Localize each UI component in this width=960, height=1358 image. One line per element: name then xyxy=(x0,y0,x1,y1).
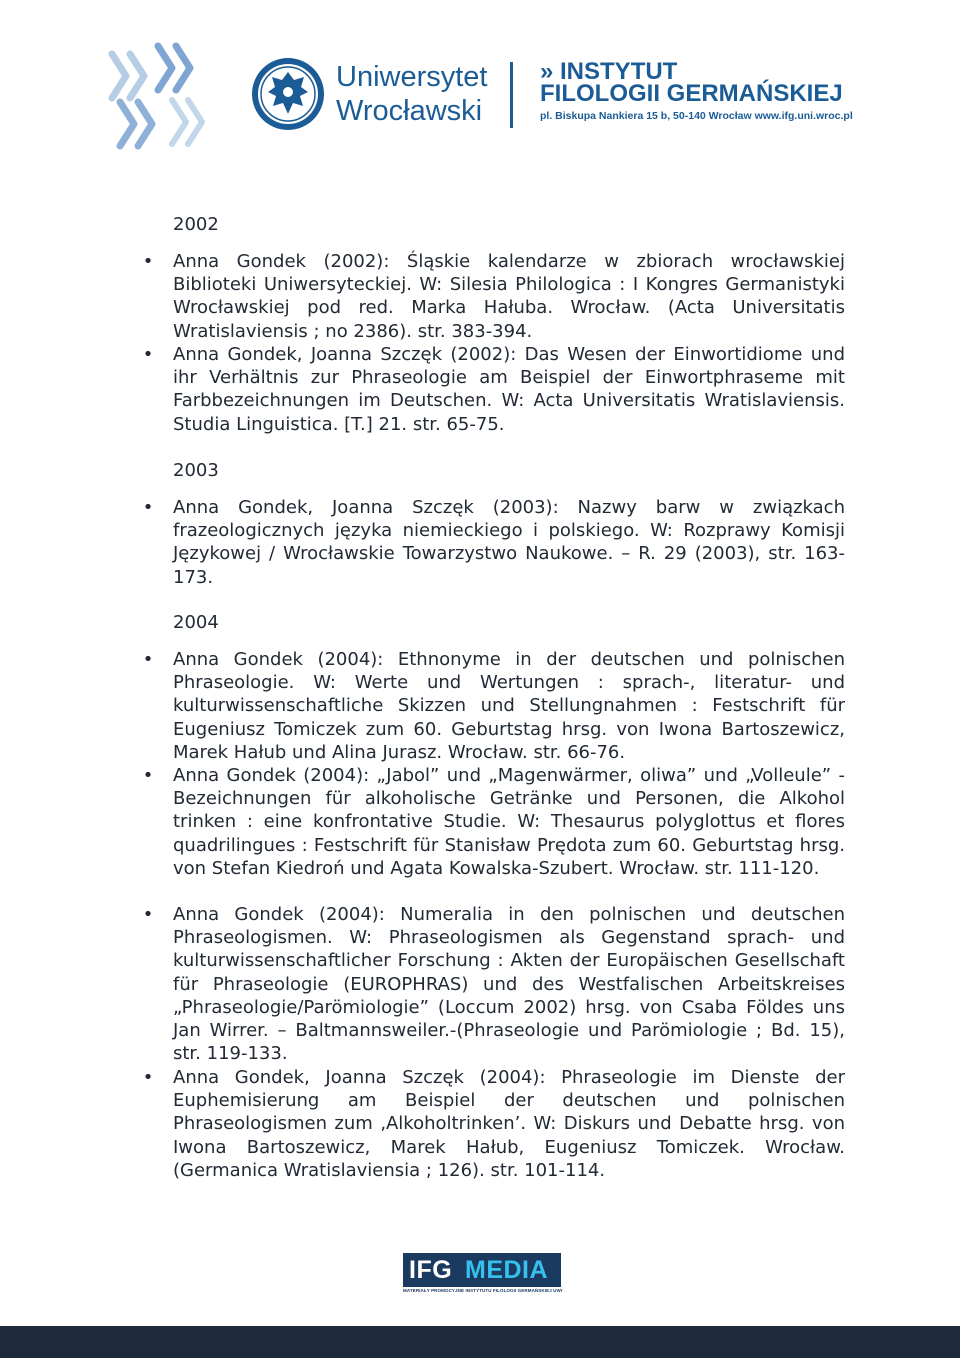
institute-name-line2: FILOLOGII GERMAŃSKIEJ xyxy=(540,80,843,107)
ifg-media-logo xyxy=(403,1253,561,1295)
year-heading-2003: 2003 xyxy=(173,460,219,481)
footer-bar xyxy=(0,1326,960,1358)
institute-name-line1: » INSTYTUT xyxy=(540,58,678,85)
logo-media-text: MEDIA xyxy=(465,1256,549,1284)
list-item xyxy=(142,648,845,764)
page-header xyxy=(0,0,960,170)
bullet-icon: • xyxy=(142,1067,154,1088)
bullet-icon: • xyxy=(142,344,154,365)
bullet-icon: • xyxy=(142,251,154,272)
logo-tagline: MATERIAŁY PROMOCYJNE INSTYTUTU FILOLOGII GERMAŃSKIEJ UWr xyxy=(403,1288,563,1293)
chevron-decoration-icon xyxy=(100,40,215,160)
entry-text: Anna Gondek (2004): Ethnonyme in der deutschen und polnischen Phraseologie. W: Werte und Wertungen : sprach-, literatur- und kulturwissenschaftliche Skizzen und Stellungnahmen : Festschrift für Eugeniusz Tomiczek zum 60. Geburtstag hrsg. von Iwona Bartoszewicz, Marek Hałub und Alina Jurasz. Wrocław. str. 66-76. xyxy=(173,649,845,763)
entry-text: Anna Gondek, Joanna Szczęk (2002): Das Wesen der Einwortidiome und ihr Verhältnis zur Phraseologie am Beispiel der Einwortphraseme mit Farbbezeichnungen im Deutschen. W: Acta Universitatis Wratislaviensis. Studia Linguistica. [T.] 21. str. 65-75. xyxy=(173,344,845,435)
list-item xyxy=(142,903,845,1065)
bullet-icon: • xyxy=(142,649,154,670)
list-item xyxy=(142,496,845,589)
list-item xyxy=(142,764,845,880)
list-item xyxy=(142,1066,845,1182)
entry-text: Anna Gondek (2002): Śląskie kalendarze w zbiorach wrocławskiej Biblioteki Uniwersyteckiej. W: Silesia Philologica : I Kongres Germanistyki Wrocławskiej pod red. Marka Hałuba. Wrocław. (Acta Universitatis Wratislaviensis ; no 2386). str. 383-394. xyxy=(173,251,845,342)
bullet-icon: • xyxy=(142,765,154,786)
university-name-line1: Uniwersytet xyxy=(336,61,488,93)
university-seal-icon xyxy=(250,56,326,132)
entry-text: Anna Gondek, Joanna Szczęk (2004): Phraseologie im Dienste der Euphemisierung am Beispiel der deutschen und polnischen Phraseologismen zum ‚Alkoholtrinken’. W: Diskurs und Debatte hrsg. von Iwona Bartoszewicz, Marek Hałub, Eugeniusz Tomiczek. Wrocław. (Germanica Wratislaviensia ; 126). str. 101-114. xyxy=(173,1067,845,1181)
logo-ifg-text: IFG xyxy=(409,1256,453,1284)
logo-box xyxy=(403,1253,561,1287)
entry-text: Anna Gondek (2004): „Jabol” und „Magenwärmer, oliwa” und „Volleule” - Bezeichnungen für alkoholische Getränke und Personen, die Alkohol trinken : eine konfrontative Studie. W: Thesaurus polyglottus et flores quadrilingues : Festschrift für Stanisław Prędota zum 60. Geburtstag hrsg. von Stefan Kiedroń und Agata Kowalska-Szubert. Wrocław. str. 111-120. xyxy=(173,765,845,879)
list-item xyxy=(142,343,845,436)
list-item xyxy=(142,250,845,343)
bullet-icon: • xyxy=(142,904,154,925)
institute-address: pl. Biskupa Nankiera 15 b, 50-140 Wrocław www.ifg.uni.wroc.pl xyxy=(540,110,853,122)
entry-text: Anna Gondek, Joanna Szczęk (2003): Nazwy barw w związkach frazeologicznych języka niemieckiego i polskiego. W: Rozprawy Komisji Językowej / Wrocławskie Towarzystwo Naukowe. – R. 29 (2003), str. 163-173. xyxy=(173,497,845,588)
entry-text: Anna Gondek (2004): Numeralia in den polnischen und deutschen Phraseologismen. W: Phraseologismen als Gegenstand sprach- und kulturwissenschaftlicher Forschung : Akten der Europäischen Gesellschaft für Phraseologie (EUROPHRAS) und des Westfalischen Arbeitskreises „Phraseologie/Parömiologie” (Loccum 2002) hrsg. von Csaba Földes uns Jan Wirrer. – Baltmannsweiler.-(Phraseologie und Parömiologie ; Bd. 15), str. 119-133. xyxy=(173,904,845,1065)
year-heading-2004: 2004 xyxy=(173,612,219,633)
header-divider xyxy=(510,62,513,128)
university-name-line2: Wrocławski xyxy=(336,95,483,127)
bullet-icon: • xyxy=(142,497,154,518)
year-heading-2002: 2002 xyxy=(173,214,219,235)
